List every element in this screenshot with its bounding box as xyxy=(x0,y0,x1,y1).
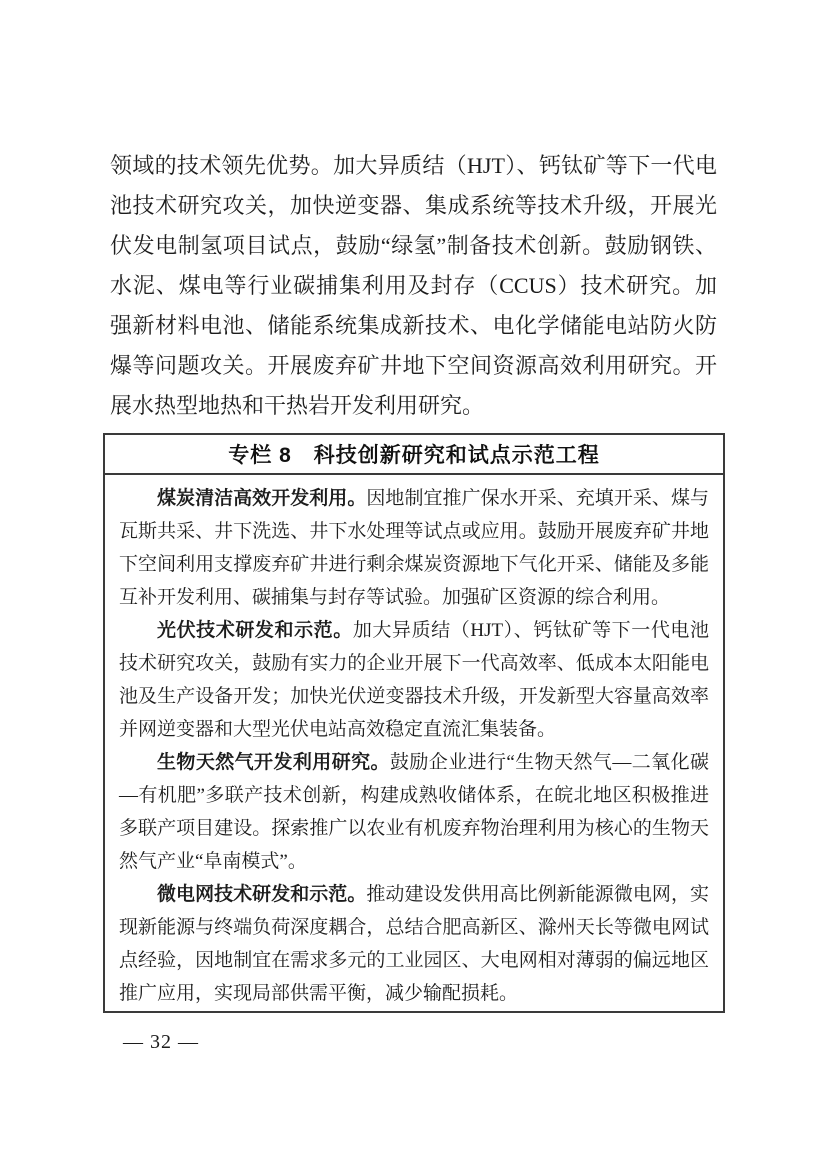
paragraph-lead: 微电网技术研发和示范。 xyxy=(157,884,367,905)
callout-box xyxy=(103,433,725,1013)
callout-box-title: 专栏 8 科技创新研究和试点示范工程 xyxy=(105,435,723,475)
paragraph-lead: 生物天然气开发利用研究。 xyxy=(157,752,390,773)
callout-paragraph xyxy=(119,746,709,878)
paragraph-body: 推动建设发供用高比例新能源微电网，实现新能源与终端负荷深度耦合，总结合肥高新区、滁州天长等微电网试点经验，因地制宜在需求多元的工业园区、大电网相对薄弱的偏远地区推广应用，实现局部供需平衡，减少输配损耗。 xyxy=(119,884,709,1004)
body-paragraph: 领域的技术领先优势。加大异质结（HJT）、钙钛矿等下一代电池技术研究攻关，加快逆变器、集成系统等技术升级，开展光伏发电制氢项目试点，鼓励“绿氢”制备技术创新。鼓励钢铁、水泥、煤电等行业碳捕集利用及封存（CCUS）技术研究。加强新材料电池、储能系统集成新技术、电化学储能电站防火防爆等问题攻关。开展废弃矿井地下空间资源高效利用研究。开展水热型地热和干热岩开发利用研究。 xyxy=(110,153,717,418)
callout-box-body xyxy=(105,475,723,1010)
paragraph-body: 因地制宜推广保水开采、充填开采、煤与瓦斯共采、井下洗选、井下水处理等试点或应用。鼓励开展废弃矿井地下空间利用支撑废弃矿井进行剩余煤炭资源地下气化开采、储能及多能互补开发利用、碳捕集与封存等试验。加强矿区资源的综合利用。 xyxy=(119,488,709,608)
paragraph-lead: 光伏技术研发和示范。 xyxy=(157,620,353,641)
paragraph-body: 鼓励企业进行“生物天然气—二氧化碳—有机肥”多联产技术创新，构建成熟收储体系，在皖北地区积极推进多联产项目建设。探索推广以农业有机废弃物治理利用为核心的生物天然气产业“阜南模式”。 xyxy=(119,752,709,872)
callout-paragraph xyxy=(119,878,709,1010)
callout-paragraph xyxy=(119,614,709,746)
page-number: — 32 — xyxy=(123,1031,199,1053)
paragraph-body: 加大异质结（HJT）、钙钛矿等下一代电池技术研究攻关，鼓励有实力的企业开展下一代高效率、低成本太阳能电池及生产设备开发；加快光伏逆变器技术升级，开发新型大容量高效率并网逆变器和大型光伏电站高效稳定直流汇集装备。 xyxy=(119,620,709,740)
paragraph-lead: 煤炭清洁高效开发利用。 xyxy=(157,488,367,509)
callout-paragraph xyxy=(119,482,709,614)
